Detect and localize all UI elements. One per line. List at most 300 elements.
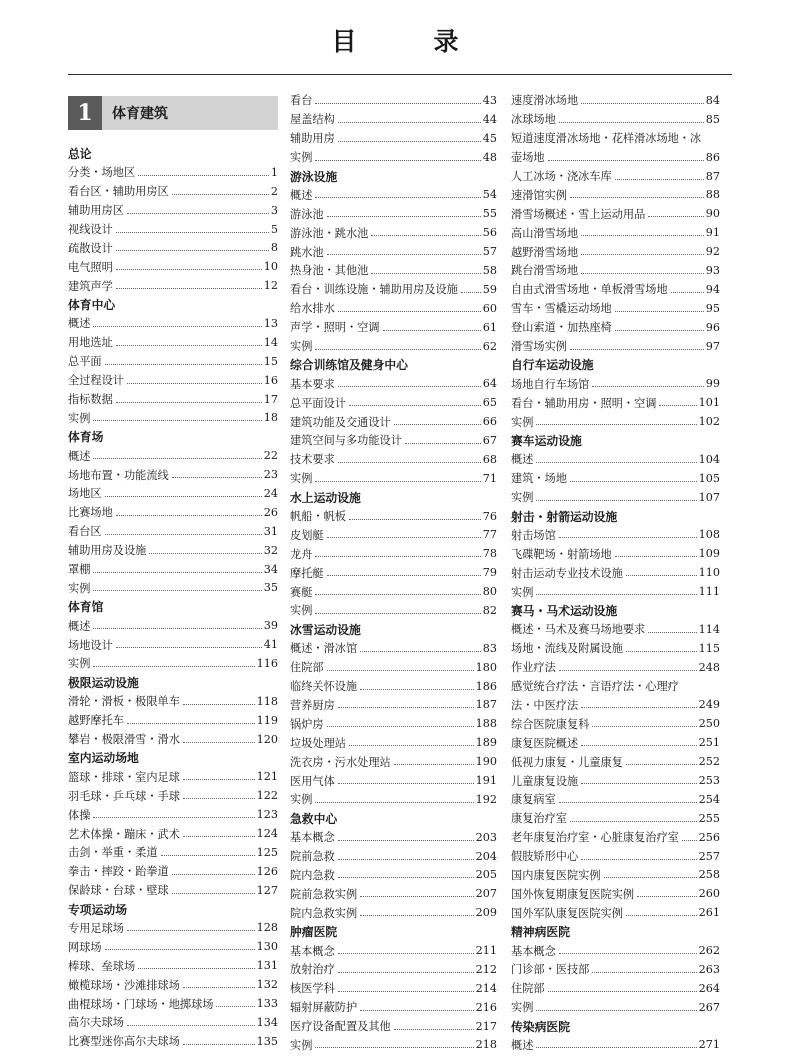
toc-entry <box>68 465 278 484</box>
entry-title: 冰球场地 <box>511 113 556 127</box>
entry-title: 高山滑雪场地 <box>511 226 579 240</box>
toc-entry <box>68 503 278 522</box>
entry-title: 低视力康复・儿童康复 <box>511 755 623 769</box>
dot-leader <box>349 405 481 406</box>
dot-leader <box>615 556 697 557</box>
section-heading: 急救中心 <box>290 811 338 826</box>
entry-title: 棒球、垒球场 <box>68 959 136 973</box>
page-number: 91 <box>705 226 720 240</box>
dot-leader <box>93 590 261 591</box>
entry-title: 住院部 <box>290 661 324 675</box>
toc-entry <box>511 903 720 922</box>
dot-leader <box>394 424 481 425</box>
page-number: 66 <box>482 415 497 429</box>
entry-title: 建筑声学 <box>68 279 113 293</box>
section-heading: 总论 <box>68 146 92 161</box>
toc-entry <box>290 582 497 601</box>
toc-entry <box>68 843 278 862</box>
page-number: 109 <box>698 547 720 561</box>
entry-title: 游泳池 <box>290 207 324 221</box>
entry-title: 垃圾处理站 <box>290 736 346 750</box>
entry-title: 概述 <box>511 453 534 467</box>
section-heading: 自行车运动设施 <box>511 358 594 373</box>
toc-entry <box>68 956 278 975</box>
toc-entry <box>290 374 497 393</box>
page-number: 95 <box>705 301 720 315</box>
page-number: 187 <box>475 698 497 712</box>
toc-entry <box>511 148 720 167</box>
entry-title: 儿童康复设施 <box>511 774 579 788</box>
entry-title: 射击场馆 <box>511 528 556 542</box>
toc-entry <box>511 204 720 223</box>
entry-title: 视线设计 <box>68 223 113 236</box>
dot-leader <box>327 216 481 217</box>
dot-leader <box>183 704 255 705</box>
dot-leader <box>315 103 480 104</box>
toc-entry <box>68 446 278 465</box>
dot-leader <box>172 477 262 478</box>
toc-entry <box>68 314 278 333</box>
toc-entry <box>68 824 278 843</box>
entry-title: 登山索道・加热座椅 <box>511 321 612 335</box>
dot-leader <box>327 726 474 727</box>
dot-leader <box>338 953 474 954</box>
entry-title: 综合医院康复科 <box>511 717 590 731</box>
page-number: 264 <box>698 981 720 995</box>
section-heading: 肿瘤医院 <box>290 925 338 940</box>
toc-entry <box>290 185 497 204</box>
toc-entry <box>68 238 278 257</box>
page-number: 61 <box>482 320 497 334</box>
page-number: 76 <box>482 509 497 523</box>
dot-leader <box>116 250 269 251</box>
page-number: 189 <box>475 736 497 750</box>
dot-leader <box>559 670 697 671</box>
entry-title: 场地设计 <box>68 638 113 652</box>
page-number: 203 <box>475 830 497 844</box>
entry-title: 门诊部・医技部 <box>511 963 590 977</box>
toc-entry <box>68 919 278 938</box>
entry-title: 羽毛球・乒乓球・手球 <box>68 789 180 803</box>
toc-list-1 <box>68 144 278 1051</box>
dot-leader <box>315 349 480 350</box>
entry-title: 场地・流线及附属设施 <box>511 642 623 656</box>
toc-entry <box>68 522 278 541</box>
entry-title: 游泳池・跳水池 <box>290 226 369 240</box>
section-heading: 体育场 <box>68 430 104 445</box>
page-number: 105 <box>698 471 720 485</box>
entry-title: 指标数据 <box>68 393 113 407</box>
dot-leader <box>338 707 474 708</box>
page-number: 192 <box>475 792 497 806</box>
dot-leader <box>570 821 697 822</box>
page-number: 254 <box>698 792 720 806</box>
page-number: 99 <box>705 377 720 391</box>
dot-leader <box>105 364 262 365</box>
entry-title: 越野滑雪场地 <box>511 245 579 259</box>
toc-column-1 <box>68 96 278 1051</box>
dot-leader <box>659 405 696 406</box>
page-number: 78 <box>482 547 497 561</box>
dot-leader <box>581 707 697 708</box>
entry-title: 概述 <box>68 619 91 633</box>
entry-title: 康复病室 <box>511 793 556 807</box>
toc-entry <box>511 582 720 601</box>
entry-title: 全过程设计 <box>68 374 124 388</box>
dot-leader <box>327 254 481 255</box>
page-number: 107 <box>698 490 720 504</box>
page-number: 94 <box>705 282 720 296</box>
page-number: 97 <box>705 339 720 353</box>
entry-title: 假肢矫形中心 <box>511 850 579 864</box>
dot-leader <box>315 613 480 614</box>
entry-title: 放射治疗 <box>290 963 335 977</box>
page-number: 57 <box>482 245 497 259</box>
dot-leader <box>626 575 697 576</box>
page-number: 120 <box>256 732 278 746</box>
entry-title: 概述 <box>511 1038 534 1052</box>
dot-leader <box>349 519 481 520</box>
toc-entry <box>68 692 278 711</box>
dot-leader <box>93 326 261 327</box>
entry-title: 高尔夫球场 <box>68 1016 124 1030</box>
page-number: 271 <box>698 1038 720 1052</box>
toc-entry <box>68 937 278 956</box>
entry-title: 实例 <box>290 604 313 618</box>
entry-title: 自由式滑雪场地・单板滑雪场地 <box>511 283 668 297</box>
page-number: 186 <box>475 679 497 693</box>
dot-leader <box>127 723 255 724</box>
page-number: 114 <box>698 622 720 636</box>
dot-leader <box>581 103 704 104</box>
entry-title: 拳击・摔跤・跆拳道 <box>68 865 169 879</box>
toc-entry <box>68 616 278 635</box>
toc-entry <box>290 280 497 299</box>
page-number: 258 <box>698 868 720 882</box>
entry-title: 实例 <box>290 793 313 807</box>
toc-entry <box>290 903 497 922</box>
toc-entry <box>290 1036 497 1055</box>
toc-entry <box>511 525 720 544</box>
section-heading: 赛马・马术运动设施 <box>511 603 618 618</box>
dot-leader <box>105 534 262 535</box>
toc-entry <box>68 541 278 560</box>
dot-leader <box>327 670 474 671</box>
page-number: 35 <box>263 581 278 595</box>
dot-leader <box>93 628 261 629</box>
page-number: 85 <box>705 112 720 126</box>
dot-leader <box>536 462 696 463</box>
page-number: 124 <box>256 827 278 840</box>
toc-entry <box>68 730 278 749</box>
dot-leader <box>536 500 696 501</box>
dot-leader <box>338 991 474 992</box>
dot-leader <box>581 254 704 255</box>
page-number: 218 <box>475 1038 497 1052</box>
dot-leader <box>315 594 480 595</box>
dot-leader <box>183 798 255 799</box>
toc-entry <box>290 733 497 752</box>
page-number: 1 <box>270 165 278 179</box>
dot-leader <box>383 330 481 331</box>
page-number: 251 <box>698 736 720 750</box>
page-number: 67 <box>482 433 497 447</box>
toc-entry <box>290 337 497 356</box>
page-number: 131 <box>256 959 278 973</box>
page-number: 211 <box>475 944 497 958</box>
entry-title: 辅助用房 <box>290 132 335 146</box>
dot-leader <box>127 383 262 384</box>
toc-entry <box>68 352 278 371</box>
toc-entry <box>290 790 497 809</box>
page-number: 102 <box>698 415 720 429</box>
dot-leader <box>127 1025 255 1026</box>
toc-entry <box>290 393 497 412</box>
page-number: 128 <box>256 921 278 935</box>
entry-title: 国内康复医院实例 <box>511 868 601 882</box>
toc-entry <box>68 654 278 673</box>
toc-entry <box>511 412 720 431</box>
page-number: 262 <box>698 944 720 958</box>
toc-entry <box>68 163 278 182</box>
entry-title: 概述 <box>290 188 313 202</box>
entry-title: 基本概念 <box>290 831 335 845</box>
page-number: 5 <box>270 222 278 236</box>
page-number: 44 <box>482 112 497 126</box>
entry-title: 场地自行车场馆 <box>511 377 590 391</box>
entry-title: 作业疗法 <box>511 661 556 675</box>
toc-entry <box>511 337 720 356</box>
entry-title: 飞碟靶场・射箭场地 <box>511 547 612 561</box>
page-number: 216 <box>475 1000 497 1014</box>
section-heading: 体育中心 <box>68 298 116 313</box>
toc-entry <box>290 979 497 998</box>
toc-entry <box>68 578 278 597</box>
dot-leader <box>116 288 262 289</box>
toc-entry <box>511 450 720 469</box>
entry-title: 疏散设计 <box>68 241 113 255</box>
toc-entry <box>511 488 720 507</box>
toc-entry <box>511 223 720 242</box>
chapter-number: 1 <box>68 96 102 130</box>
page-number: 257 <box>698 849 720 863</box>
toc-entry <box>290 261 497 280</box>
dot-leader <box>604 877 697 878</box>
entry-title: 实例 <box>68 657 91 671</box>
toc-entry <box>290 412 497 431</box>
dot-leader <box>315 556 480 557</box>
toc-entry <box>511 299 720 318</box>
toc-entry <box>511 242 720 261</box>
page-number: 84 <box>705 93 720 107</box>
entry-title: 人工冰场・浇冰车库 <box>511 170 612 183</box>
dot-leader <box>93 458 261 459</box>
entry-title: 速度滑冰场地 <box>511 94 579 108</box>
toc-entry <box>290 129 497 148</box>
toc-entry <box>511 866 720 885</box>
page-number: 123 <box>256 808 278 822</box>
entry-title: 洗衣房・污水处理站 <box>290 755 391 769</box>
entry-title: 概述 <box>68 449 91 463</box>
page-number: 39 <box>263 619 278 633</box>
entry-title: 国外恢复期康复医院实例 <box>511 887 635 901</box>
page-number: 8 <box>270 241 278 255</box>
toc-entry <box>290 752 497 771</box>
toc-column-2 <box>290 91 497 1054</box>
page-number: 125 <box>256 845 278 859</box>
dot-leader <box>338 386 481 387</box>
dot-leader <box>371 273 480 274</box>
page-number: 127 <box>256 883 278 897</box>
toc-column-3 <box>511 91 720 1054</box>
toc-entry <box>290 866 497 885</box>
dot-leader <box>671 292 704 293</box>
dot-leader <box>581 783 697 784</box>
entry-title: 院内急救实例 <box>290 906 358 920</box>
toc-entry <box>68 220 278 239</box>
page-number: 104 <box>698 452 720 466</box>
dot-leader <box>626 915 697 916</box>
dot-leader <box>127 213 269 214</box>
dot-leader <box>592 386 703 387</box>
entry-title: 跳水池 <box>290 245 324 259</box>
entry-title: 滑雪场概述・雪上运动用品 <box>511 207 646 221</box>
dot-leader <box>559 802 697 803</box>
page-number: 118 <box>256 694 278 708</box>
dot-leader <box>161 855 255 856</box>
page-number: 205 <box>475 868 497 882</box>
entry-title: 辅助用房及设施 <box>68 544 147 558</box>
entry-title: 看台・辅助用房・照明・空调 <box>511 396 657 410</box>
entry-title: 实例 <box>290 472 313 486</box>
page-number: 87 <box>705 169 720 183</box>
page-number: 116 <box>256 656 278 670</box>
page-number: 54 <box>482 188 497 202</box>
page-number: 15 <box>263 354 278 368</box>
toc-entry <box>68 484 278 503</box>
dot-leader <box>461 292 481 293</box>
dot-leader <box>360 689 474 690</box>
entry-title: 电气照明 <box>68 260 113 274</box>
entry-title: 专用足球场 <box>68 921 124 935</box>
dot-leader <box>327 537 481 538</box>
section-heading: 综合训练馆及健身中心 <box>290 358 408 373</box>
toc-entry <box>290 1017 497 1036</box>
entry-title: 声学・照明・空调 <box>290 321 380 335</box>
toc-entry <box>290 714 497 733</box>
dot-leader <box>394 1029 474 1030</box>
page-number: 252 <box>698 755 720 769</box>
section-heading: 精神病医院 <box>511 925 570 940</box>
dot-leader <box>138 175 269 176</box>
dot-leader <box>592 972 696 973</box>
page-number: 188 <box>475 717 497 731</box>
page-number: 71 <box>482 471 497 485</box>
dot-leader <box>183 836 255 837</box>
toc-entry <box>290 828 497 847</box>
entry-title: 基本要求 <box>290 377 335 391</box>
page-number: 121 <box>256 770 278 784</box>
page-number: 207 <box>475 887 497 901</box>
toc-entry <box>511 544 720 563</box>
entry-title: 实例 <box>290 340 313 354</box>
page-number: 92 <box>705 245 720 259</box>
section-heading: 专项运动场 <box>68 902 127 917</box>
toc-entry <box>68 1032 278 1051</box>
page-number: 86 <box>705 150 720 164</box>
toc-entry <box>511 318 720 337</box>
page-number: 255 <box>698 811 720 825</box>
dot-leader <box>615 330 704 331</box>
toc-entry <box>290 299 497 318</box>
entry-title: 分类・场地区 <box>68 166 136 180</box>
section-heading: 传染病医院 <box>511 1019 570 1034</box>
page-number: 62 <box>482 339 497 353</box>
entry-title: 建筑・场地 <box>511 472 567 486</box>
toc-entry <box>290 507 497 526</box>
page-number: 214 <box>475 981 497 995</box>
dot-leader <box>559 122 704 123</box>
page-number: 249 <box>698 698 720 712</box>
page-number: 191 <box>475 774 497 787</box>
page-number: 14 <box>263 335 278 349</box>
section-heading: 体育馆 <box>68 600 104 615</box>
entry-title: 曲棍球场・门球场・地掷球场 <box>68 997 214 1011</box>
toc-entry <box>68 881 278 900</box>
entry-title: 临终关怀设施 <box>290 680 358 694</box>
dot-leader <box>338 877 474 878</box>
entry-title: 法・中医疗法 <box>511 698 579 712</box>
toc-list-2 <box>290 91 497 1054</box>
dot-leader <box>183 742 255 743</box>
toc-entry <box>68 257 278 276</box>
entry-title: 锅炉房 <box>290 717 324 731</box>
dot-leader <box>360 896 474 897</box>
page-number: 79 <box>482 566 497 580</box>
dot-leader <box>116 269 262 270</box>
page-number: 134 <box>256 1015 278 1029</box>
dot-leader <box>315 160 480 161</box>
toc-entry <box>290 658 497 677</box>
dot-leader <box>338 783 474 784</box>
entry-title: 用地选址 <box>68 336 113 350</box>
toc-entry <box>511 620 720 639</box>
entry-title: 赛艇 <box>290 585 313 599</box>
toc-entry <box>68 805 278 824</box>
entry-title: 体操 <box>68 808 91 822</box>
toc-entry <box>290 431 497 450</box>
dot-leader <box>315 802 473 803</box>
entry-title: 基本概念 <box>290 944 335 958</box>
toc-entry <box>68 635 278 654</box>
toc-entry <box>68 182 278 201</box>
page-number: 10 <box>263 260 278 274</box>
dot-leader <box>127 930 255 931</box>
dot-leader <box>338 311 481 312</box>
toc-entry <box>68 786 278 805</box>
page-number: 31 <box>263 524 278 538</box>
dot-leader <box>405 443 481 444</box>
page-number: 24 <box>263 486 278 500</box>
toc-entry <box>511 809 720 828</box>
dot-leader <box>93 817 254 818</box>
page-number: 59 <box>482 282 497 296</box>
dot-leader <box>360 915 474 916</box>
toc-entry-line: 感觉统合疗法・言语疗法・心理疗 <box>511 680 679 694</box>
dot-leader <box>172 874 255 875</box>
dot-leader <box>338 462 481 463</box>
toc-entry <box>68 560 278 579</box>
